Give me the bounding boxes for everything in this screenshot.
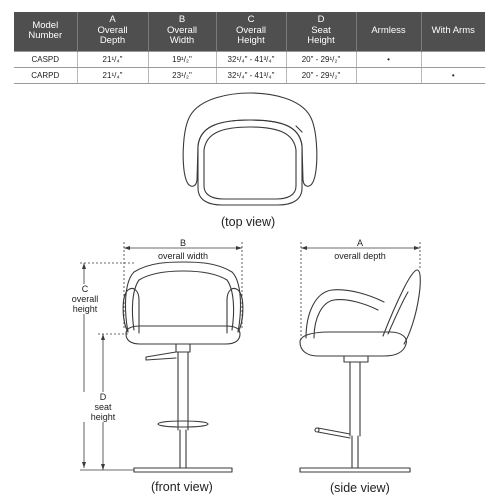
side-view-caption: (side view): [330, 481, 390, 495]
header-seat-height: D Seat Height: [286, 12, 356, 52]
cell-height: 32¹/₄" - 41³/₄": [216, 68, 286, 84]
header-width: B Overall Width: [148, 12, 216, 52]
cell-height: 32¹/₄" - 41³/₄": [216, 52, 286, 68]
dim-c-label-group: [63, 284, 107, 314]
cell-width: 23¹/₂": [148, 68, 216, 84]
top-view-drawing: [183, 93, 317, 205]
header-armless: Armless: [356, 12, 421, 52]
cell-model: CASPD: [14, 52, 77, 68]
dim-c-label-line2: height: [72, 304, 98, 314]
dim-d-label-line2: height: [90, 412, 116, 422]
front-view-drawing: [123, 262, 243, 472]
cell-seat-height: 20" - 29¹/₂": [286, 68, 356, 84]
side-view-drawing: [300, 270, 420, 472]
dim-b-label: overall width: [157, 251, 209, 261]
dim-a-letter: A: [356, 238, 363, 248]
cell-width: 19¹/₂": [148, 52, 216, 68]
dim-d-letter: D: [99, 392, 107, 402]
cell-seat-height: 20" - 29¹/₂": [286, 52, 356, 68]
dim-d-label-group: [83, 392, 123, 422]
dim-b-letter: B: [179, 238, 186, 248]
header-depth: A Overall Depth: [77, 12, 148, 52]
header-with-arms: With Arms: [421, 12, 485, 52]
top-view-caption: (top view): [221, 215, 276, 229]
dimension-arrows: [82, 246, 420, 470]
dim-d-label-line1: seat: [94, 402, 112, 412]
cell-depth: 21¹/₄": [77, 68, 148, 84]
front-view-caption: (front view): [151, 480, 213, 494]
dim-c-letter: C: [81, 284, 89, 294]
cell-armless: •: [356, 52, 421, 68]
header-height: C Overall Height: [216, 12, 286, 52]
cell-model: CARPD: [14, 68, 77, 84]
cell-depth: 21¹/₄": [77, 52, 148, 68]
dim-c-label-line1: overall: [71, 294, 99, 304]
cell-with-arms: •: [421, 68, 485, 84]
dim-a-label: overall depth: [334, 251, 386, 261]
header-model: Model Number: [14, 12, 77, 52]
